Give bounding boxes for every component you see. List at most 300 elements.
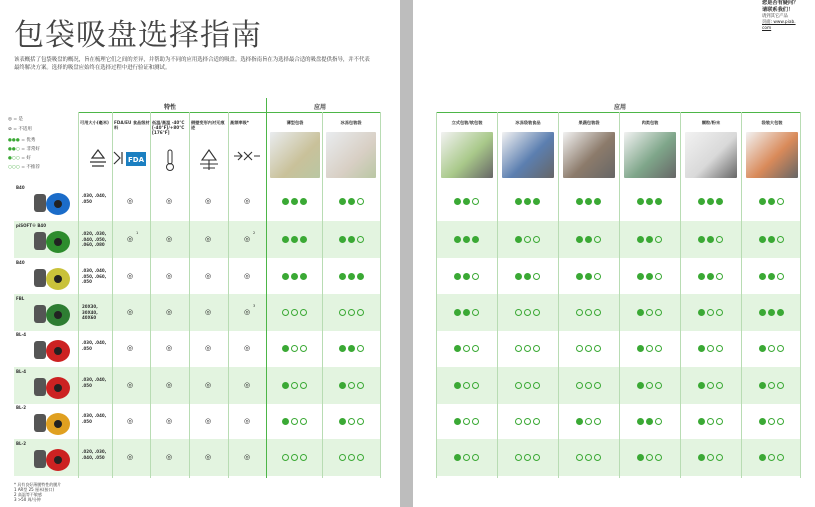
rating-right-4-3 [635,345,663,352]
rating-right-1-0 [452,236,480,243]
rating-dot [707,198,714,205]
rating-right-7-0 [452,454,480,461]
rating-right-3-3 [635,309,663,316]
rating-dot [515,382,522,389]
rating-dot [357,309,364,316]
rating-dot [533,309,540,316]
rating-left-4-0 [280,345,308,352]
feature-footnote-1-0: 1 [136,231,139,235]
rating-dot [637,454,644,461]
app-header-left-0: 薄型包袋 [286,120,304,125]
rating-dot [576,345,583,352]
rating-dot [655,309,662,316]
rating-dot [282,454,289,461]
features-section-label: 特性 [163,104,176,111]
app-header-right-5: 袋装大包装 [761,120,783,125]
rating-dot [300,345,307,352]
rating-dot [348,418,355,425]
suction-cup-image-4 [30,337,74,367]
rating-right-1-2 [574,236,602,243]
rating-dot [716,198,723,205]
rating-dot [637,273,644,280]
rating-right-5-5 [757,382,785,389]
rating-dot [576,273,583,280]
rating-right-0-4 [696,198,724,205]
rating-dot [282,309,289,316]
app-right-section-label: 应用 [613,104,626,111]
suction-cup-image-0 [30,190,74,220]
section-divider [266,98,267,478]
row-sizes-4: .030, .040, .050 [82,340,107,351]
rating-dot [698,418,705,425]
rating-right-3-2 [574,309,602,316]
rating-dot [357,345,364,352]
rating-dot [585,198,592,205]
rating-dot [646,418,653,425]
rating-dot [716,345,723,352]
legend-very-good-label: = 非常好 [21,147,40,152]
rating-dot [357,418,364,425]
side-line-1: 请到其它产品 [762,14,788,19]
rating-dot [348,236,355,243]
rating-dot [576,454,583,461]
rating-dot [291,273,298,280]
rating-right-0-5 [757,198,785,205]
rating-left-2-0 [280,273,308,280]
rating-right-6-0 [452,418,480,425]
rating-dot [463,382,470,389]
rating-dot [768,198,775,205]
rating-dot [576,198,583,205]
rating-dot [348,382,355,389]
rating-dot [716,382,723,389]
rating-dot [472,454,479,461]
row-label-2: B40 [16,260,25,265]
rating-right-5-1 [513,382,541,389]
rating-dot [454,382,461,389]
column-line [150,112,151,478]
rating-right-4-0 [452,345,480,352]
rating-right-0-1 [513,198,541,205]
rating-dot [472,273,479,280]
rating-dot [454,454,461,461]
rating-dot [282,236,289,243]
rating-dot [463,236,470,243]
row-label-0: B40 [16,185,25,190]
rating-dot [594,382,601,389]
rating-dot [515,454,522,461]
app-header-left-1: 冰冻包装袋 [340,120,362,125]
row-label-6: BL-2 [16,405,27,410]
rating-dot [716,309,723,316]
column-line [228,112,229,478]
rating-dot [357,198,364,205]
rating-dot [454,418,461,425]
rating-right-6-1 [513,418,541,425]
rating-dot [348,345,355,352]
feature-mark-0-2: ◎ [204,197,212,205]
legend-good-label: = 好 [21,156,31,161]
column-line [436,112,437,478]
rating-dot [777,198,784,205]
feature-mark-1-1: ◎ [165,235,173,243]
feature-mark-7-1: ◎ [165,453,173,461]
feature-mark-5-3: ◎ [243,381,251,389]
rating-right-5-2 [574,382,602,389]
column-line [78,112,79,478]
rating-right-7-4 [696,454,724,461]
pressure-icon [198,148,220,176]
rating-dot [291,198,298,205]
rating-dot [585,382,592,389]
rating-dot [768,236,775,243]
column-line [558,112,559,478]
rating-right-3-4 [696,309,724,316]
rating-dot [524,418,531,425]
rating-dot [716,418,723,425]
rating-right-7-2 [574,454,602,461]
rating-dot [300,382,307,389]
legend-no: ⊘ = 不适用 [8,127,32,132]
rating-dot [300,309,307,316]
rating-right-2-2 [574,273,602,280]
rating-right-6-4 [696,418,724,425]
rating-dot [524,198,531,205]
rating-dot [282,198,289,205]
app-left-section-label: 应用 [313,104,326,111]
intro-text: 该表概括了包袋吸盘的概况，旨在梳理它们之间的差异，并帮助为不同的应用选择合适的吸盘。选择指南旨在为选择最合适的吸盘提供指导，并不代表最终解决方案。选择的吸盘应始终在选择过程中进行验证和测试。 [14,57,370,71]
feature-mark-7-3: ◎ [243,453,251,461]
rating-dot [777,382,784,389]
rating-dot [472,418,479,425]
row-band-r [436,367,800,404]
application-photo-right-5 [746,132,798,178]
rating-dot [637,345,644,352]
rating-dot [716,273,723,280]
app-header-right-0: 立式包装/软包装 [451,120,483,125]
rating-dot [777,454,784,461]
rating-dot [655,273,662,280]
rating-dot [339,454,346,461]
rating-dot [759,418,766,425]
rating-dot [524,236,531,243]
rating-dot [698,273,705,280]
feature-header-2: 低温/高温 -40°C [-40°F]/+80°C [176°F] [152,120,185,135]
rating-dot [777,273,784,280]
rating-right-2-5 [757,273,785,280]
rating-right-4-5 [757,345,785,352]
app-header-right-3: 肉类包装 [641,120,659,125]
rating-dot [300,454,307,461]
rating-dot [454,309,461,316]
thermometer-icon [163,148,177,176]
rating-dot [339,345,346,352]
application-photo-left-1 [326,132,376,178]
rating-dot [463,418,470,425]
rating-left-2-1 [337,273,365,280]
rating-left-3-0 [280,309,308,316]
rating-left-1-1 [337,236,365,243]
row-sizes-3: 20X30, 30X40, 40X60 [82,304,98,320]
column-line [680,112,681,478]
rating-dot [533,198,540,205]
feature-header-0: 可用大小(毫米) [80,120,109,125]
rating-dot [300,418,307,425]
rating-dot [348,273,355,280]
rating-dot [524,382,531,389]
row-sizes-2: .030, .040, .050, .060, .050 [82,268,107,284]
rating-right-5-4 [696,382,724,389]
feature-footnote-1-3: 2 [253,231,256,235]
legend-not-recommended: ○○○ = 不推荐 [8,165,40,170]
app-header-right-1: 冰冻袋装食品 [515,120,541,125]
rating-dot [768,345,775,352]
app-left-rule [266,112,380,113]
rating-dot [300,198,307,205]
side-line-3: com [762,26,772,31]
side-note [762,0,798,32]
rating-dot [339,236,346,243]
rating-dot [707,382,714,389]
feature-mark-7-2: ◎ [204,453,212,461]
app-right-rule [436,112,800,113]
rating-dot [655,418,662,425]
rating-left-4-1 [337,345,365,352]
suction-cup-image-7 [30,446,74,476]
rating-dot [655,236,662,243]
feature-header-4: 高频率吸* [230,120,249,125]
column-line [322,112,323,478]
row-label-4: BL-4 [16,332,27,337]
rating-dot [463,345,470,352]
page-title: 包袋吸盘选择指南 [14,18,262,53]
rating-dot [637,236,644,243]
rating-dot [707,236,714,243]
feature-mark-6-0: ◎ [126,417,134,425]
application-photo-left-0 [270,132,320,178]
rating-dot [585,418,592,425]
rating-dot [300,273,307,280]
rating-dot [524,345,531,352]
rating-dot [707,309,714,316]
feature-mark-1-0: ◎ [126,235,134,243]
rating-dot [646,236,653,243]
row-label-7: BL-2 [16,441,27,446]
rating-dot [339,273,346,280]
rating-left-7-0 [280,454,308,461]
rating-right-0-0 [452,198,480,205]
rating-right-0-2 [574,198,602,205]
rating-dot [594,236,601,243]
feature-mark-2-1: ◎ [165,272,173,280]
rating-dot [698,198,705,205]
rating-dot [777,345,784,352]
rating-dot [348,309,355,316]
rating-dot [637,418,644,425]
rating-dot [463,454,470,461]
legend-excellent-label: = 优秀 [21,138,36,143]
rating-dot [646,309,653,316]
rating-right-3-0 [452,309,480,316]
rating-dot [463,198,470,205]
rating-dot [454,273,461,280]
rating-dot [454,236,461,243]
rating-left-6-0 [280,418,308,425]
legend-not-recommended-label: = 不推荐 [21,165,40,170]
rating-dot [339,382,346,389]
rating-right-6-3 [635,418,663,425]
row-band-r [436,439,800,476]
rating-dot [768,273,775,280]
rating-dot [533,418,540,425]
rating-dot [759,198,766,205]
row-band-r [436,294,800,331]
rating-dot [585,454,592,461]
rating-dot [594,273,601,280]
rating-dot [463,309,470,316]
feature-mark-2-2: ◎ [204,272,212,280]
rating-dot [515,309,522,316]
legend-no-label: = 不适用 [13,127,32,132]
rating-right-4-4 [696,345,724,352]
rating-dot [655,382,662,389]
rating-dot [655,198,662,205]
feature-mark-5-0: ◎ [126,381,134,389]
rating-left-0-1 [337,198,365,205]
column-line [380,112,381,478]
feature-mark-3-0: ◎ [126,308,134,316]
rating-right-7-1 [513,454,541,461]
rating-dot [472,345,479,352]
feature-mark-7-0: ◎ [126,453,134,461]
feature-mark-4-0: ◎ [126,344,134,352]
rating-dot [533,382,540,389]
rating-dot [637,198,644,205]
rating-dot [291,418,298,425]
rating-dot [759,345,766,352]
suction-cup-image-2 [30,265,74,295]
rating-dot [472,236,479,243]
rating-dot [646,345,653,352]
rating-dot [646,454,653,461]
rating-right-1-1 [513,236,541,243]
rating-dot [524,309,531,316]
rating-dot [282,273,289,280]
feature-footnote-3-3: 3 [253,304,256,308]
feature-mark-0-3: ◎ [243,197,251,205]
rating-dot [594,198,601,205]
rating-dot [300,236,307,243]
features-rule [78,112,266,113]
legend-good: ●○○ = 好 [8,156,31,161]
app-header-right-4: 颗粒/粉末 [701,120,721,125]
rating-dot [576,418,583,425]
rating-dot [698,382,705,389]
rating-dot [515,236,522,243]
rating-dot [533,454,540,461]
rating-dot [698,236,705,243]
rating-dot [463,273,470,280]
feature-mark-0-1: ◎ [165,197,173,205]
rating-left-5-0 [280,382,308,389]
feature-mark-4-3: ◎ [243,344,251,352]
rating-right-2-4 [696,273,724,280]
suction-cup-image-6 [30,410,74,440]
footnote-4: 3 >50 周/分钟 [14,497,41,502]
rating-dot [759,382,766,389]
rating-dot [768,309,775,316]
rating-dot [698,454,705,461]
rating-dot [777,418,784,425]
page-gutter [400,0,413,507]
rating-right-2-0 [452,273,480,280]
rating-dot [646,382,653,389]
rating-right-5-3 [635,382,663,389]
rating-dot [576,309,583,316]
speed-icon [232,148,262,168]
rating-left-5-1 [337,382,365,389]
rating-left-1-0 [280,236,308,243]
row-sizes-7: .020, .030, .040, .050 [82,449,107,460]
rating-dot [777,309,784,316]
rating-right-1-4 [696,236,724,243]
app-header-right-2: 果蔬包装袋 [578,120,600,125]
rating-left-0-0 [280,198,308,205]
row-label-5: BL-4 [16,369,27,374]
rating-dot [585,345,592,352]
row-label-1: piSOFT® B40 [16,223,46,228]
rating-dot [594,418,601,425]
rating-right-2-3 [635,273,663,280]
column-line [741,112,742,478]
rating-left-7-1 [337,454,365,461]
feature-mark-4-1: ◎ [165,344,173,352]
rating-dot [768,418,775,425]
column-line [189,112,190,478]
footnote-1: * 具有良好薄膜特性的膜片 [14,482,62,487]
rating-dot [698,309,705,316]
rating-dot [533,236,540,243]
application-photo-right-3 [624,132,676,178]
rating-right-5-0 [452,382,480,389]
rating-dot [585,273,592,280]
rating-dot [339,418,346,425]
feature-mark-3-1: ◎ [165,308,173,316]
feature-mark-5-2: ◎ [204,381,212,389]
legend-yes: ◎ = 是 [8,117,24,122]
rating-right-7-3 [635,454,663,461]
svg-text:FDA: FDA [127,156,145,164]
rating-right-4-1 [513,345,541,352]
rating-dot [348,454,355,461]
feature-mark-4-2: ◎ [204,344,212,352]
application-photo-right-2 [563,132,615,178]
rating-dot [594,309,601,316]
suction-cup-image-3 [30,301,74,331]
rating-dot [524,454,531,461]
rating-dot [655,345,662,352]
rating-dot [585,236,592,243]
feature-mark-6-1: ◎ [165,417,173,425]
application-photo-right-1 [502,132,554,178]
suction-cup-image-5 [30,374,74,404]
rating-right-3-5 [757,309,785,316]
rating-dot [515,273,522,280]
rating-dot [515,198,522,205]
feature-mark-0-0: ◎ [126,197,134,205]
legend-very-good: ●●○ = 非常好 [8,147,40,152]
rating-dot [777,236,784,243]
